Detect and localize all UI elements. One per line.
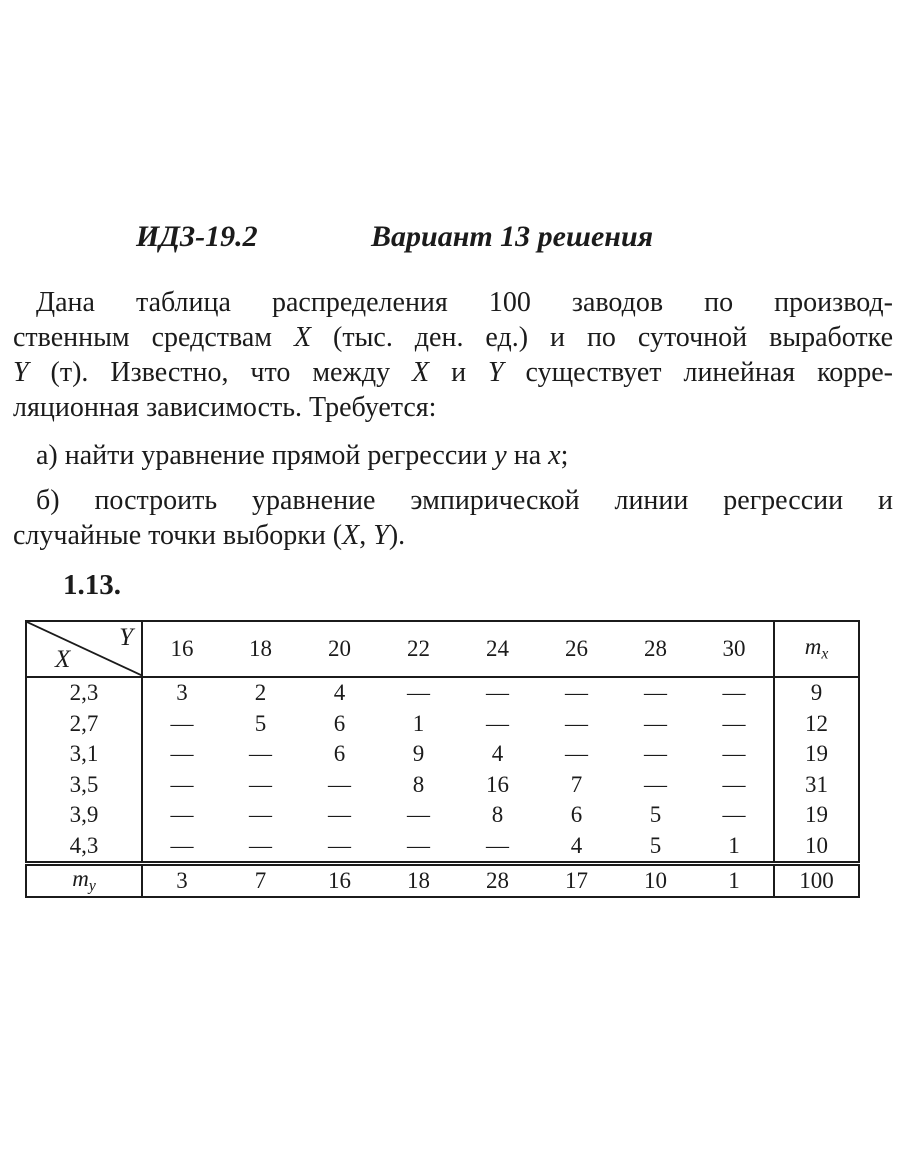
frequency-cell: — <box>249 802 272 828</box>
frequency-cell: — <box>722 680 746 706</box>
text-segment: Дана таблица распределения 100 заводов по производ- <box>36 287 893 318</box>
task-b-line <box>13 518 893 553</box>
x-value-cell: 2,7 <box>26 709 142 740</box>
frequency-cell: 3 <box>176 680 188 706</box>
y-header-cell: 30 <box>695 621 774 677</box>
table-row <box>26 770 859 801</box>
frequency-cell: — <box>565 741 588 767</box>
text-segment: ляционная зависимость. Требуется: <box>13 392 437 423</box>
table-row <box>26 677 859 709</box>
y-header-cell: 18 <box>221 621 300 677</box>
y-header-cell: 16 <box>142 621 221 677</box>
frequency-cell: 6 <box>570 802 583 828</box>
paragraph-line <box>13 355 893 390</box>
frequency-cell: — <box>722 741 746 767</box>
frequency-cell: 2 <box>254 680 267 706</box>
frequency-cell: 16 <box>486 771 509 797</box>
frequency-cell: — <box>486 832 509 858</box>
mx-value-cell: 19 <box>774 800 859 831</box>
y-header-cell: 26 <box>537 621 616 677</box>
task-a-line <box>13 438 893 473</box>
paragraph-line <box>13 285 893 320</box>
mx-value-cell: 9 <box>774 677 859 709</box>
mx-subscript: x <box>821 645 829 663</box>
frequency-cell: — <box>486 680 509 706</box>
frequency-cell: 8 <box>491 802 504 828</box>
frequency-cell: — <box>644 741 667 767</box>
x-value-cell: 3,1 <box>26 739 142 770</box>
math-variable: X <box>293 322 312 353</box>
mx-value-cell: 31 <box>774 770 859 801</box>
my-symbol: m <box>72 866 89 892</box>
math-variable: X <box>342 520 360 551</box>
frequency-cell: 5 <box>254 710 267 736</box>
frequency-cell: 9 <box>412 741 425 767</box>
table-row <box>26 709 859 740</box>
frequency-cell: 1 <box>412 710 425 736</box>
variant-title: Вариант 13 решения <box>371 220 654 253</box>
frequency-cell: — <box>722 771 746 797</box>
grand-total-cell: 100 <box>774 864 859 898</box>
frequency-cell: — <box>722 802 746 828</box>
frequency-cell: 4 <box>491 741 504 767</box>
paragraph-line <box>13 320 893 355</box>
frequency-cell: — <box>170 741 194 767</box>
frequency-cell: 5 <box>649 802 662 828</box>
frequency-cell: 5 <box>649 832 662 858</box>
table-number-label: 1.13. <box>63 569 121 601</box>
task-item-b <box>13 483 893 553</box>
x-value-cell: 2,3 <box>26 677 142 709</box>
text-segment: (т). Известно, что между <box>28 357 413 388</box>
my-value-cell: 18 <box>379 864 458 898</box>
frequency-cell: 1 <box>728 832 740 858</box>
text-segment: а) найти уравнение прямой регрессии <box>36 440 495 471</box>
frequency-cell: — <box>170 710 194 736</box>
text-segment: , <box>359 520 374 551</box>
math-variable: y <box>494 440 507 471</box>
frequency-cell: — <box>486 710 509 736</box>
frequency-cell: — <box>328 771 351 797</box>
frequency-cell: — <box>407 802 430 828</box>
math-variable: Y <box>488 357 504 388</box>
my-value-cell: 10 <box>616 864 695 898</box>
table-row <box>26 800 859 831</box>
my-value-cell: 7 <box>221 864 300 898</box>
frequency-cell: — <box>170 832 194 858</box>
frequency-distribution-table <box>25 620 860 898</box>
x-value-cell: 3,5 <box>26 770 142 801</box>
text-segment: ственным средствам <box>13 322 294 353</box>
corner-y-label: Y <box>119 624 133 651</box>
frequency-cell: — <box>249 771 272 797</box>
corner-x-label: X <box>55 646 71 673</box>
math-variable: X <box>412 357 430 388</box>
table-row <box>26 831 859 864</box>
math-variable: Y <box>373 520 389 551</box>
frequency-cell: 8 <box>412 771 425 797</box>
frequency-cell: — <box>565 710 588 736</box>
problem-statement <box>13 285 893 425</box>
mx-value-cell: 19 <box>774 739 859 770</box>
table-footer-row <box>26 864 859 898</box>
text-segment: б) построить уравнение эмпирической линии регрессии и <box>36 485 893 516</box>
frequency-cell: — <box>565 680 588 706</box>
math-variable: x <box>548 440 561 471</box>
text-segment: на <box>506 440 549 471</box>
text-segment: ; <box>560 440 569 471</box>
my-subscript: y <box>88 877 96 895</box>
task-item-a <box>13 438 893 473</box>
my-value-cell: 3 <box>142 864 221 898</box>
my-value-cell: 17 <box>537 864 616 898</box>
frequency-cell: — <box>170 771 194 797</box>
frequency-cell: — <box>328 802 351 828</box>
my-value-cell: 1 <box>695 864 774 898</box>
math-variable: Y <box>13 357 29 388</box>
my-value-cell: 28 <box>458 864 537 898</box>
corner-cell <box>26 621 142 677</box>
x-value-cell: 3,9 <box>26 800 142 831</box>
frequency-cell: — <box>722 710 746 736</box>
y-header-cell: 22 <box>379 621 458 677</box>
text-segment: (тыс. ден. ед.) и по суточной выработке <box>311 322 894 353</box>
mx-value-cell: 12 <box>774 709 859 740</box>
frequency-cell: 6 <box>333 741 346 767</box>
x-value-cell: 4,3 <box>26 831 142 864</box>
frequency-cell: — <box>644 771 667 797</box>
frequency-cell: — <box>407 680 430 706</box>
table-header-row <box>26 621 859 677</box>
my-label-cell <box>26 864 142 898</box>
frequency-cell: 4 <box>570 832 583 858</box>
paragraph-line <box>13 390 893 425</box>
text-segment: и <box>429 357 489 388</box>
table-body <box>26 677 859 864</box>
frequency-cell: 7 <box>570 771 583 797</box>
frequency-cell: — <box>249 832 272 858</box>
frequency-cell: — <box>249 741 272 767</box>
frequency-cell: — <box>644 680 667 706</box>
mx-header-cell <box>774 621 859 677</box>
my-value-cell: 16 <box>300 864 379 898</box>
y-header-cell: 28 <box>616 621 695 677</box>
frequency-cell: — <box>407 832 430 858</box>
frequency-cell: — <box>170 802 194 828</box>
text-segment: ). <box>388 520 406 551</box>
frequency-cell: 4 <box>333 680 346 706</box>
table-row <box>26 739 859 770</box>
y-header-cell: 20 <box>300 621 379 677</box>
mx-symbol: m <box>804 634 822 660</box>
frequency-cell: 6 <box>333 710 346 736</box>
assignment-code: ИДЗ-19.2 <box>136 220 258 253</box>
text-segment: случайные точки выборки ( <box>13 520 343 551</box>
text-segment: существует линейная корре- <box>503 357 894 388</box>
y-header-cell: 24 <box>458 621 537 677</box>
mx-value-cell: 10 <box>774 831 859 864</box>
frequency-cell: — <box>644 710 667 736</box>
task-b-line <box>13 483 893 518</box>
frequency-cell: — <box>328 832 351 858</box>
